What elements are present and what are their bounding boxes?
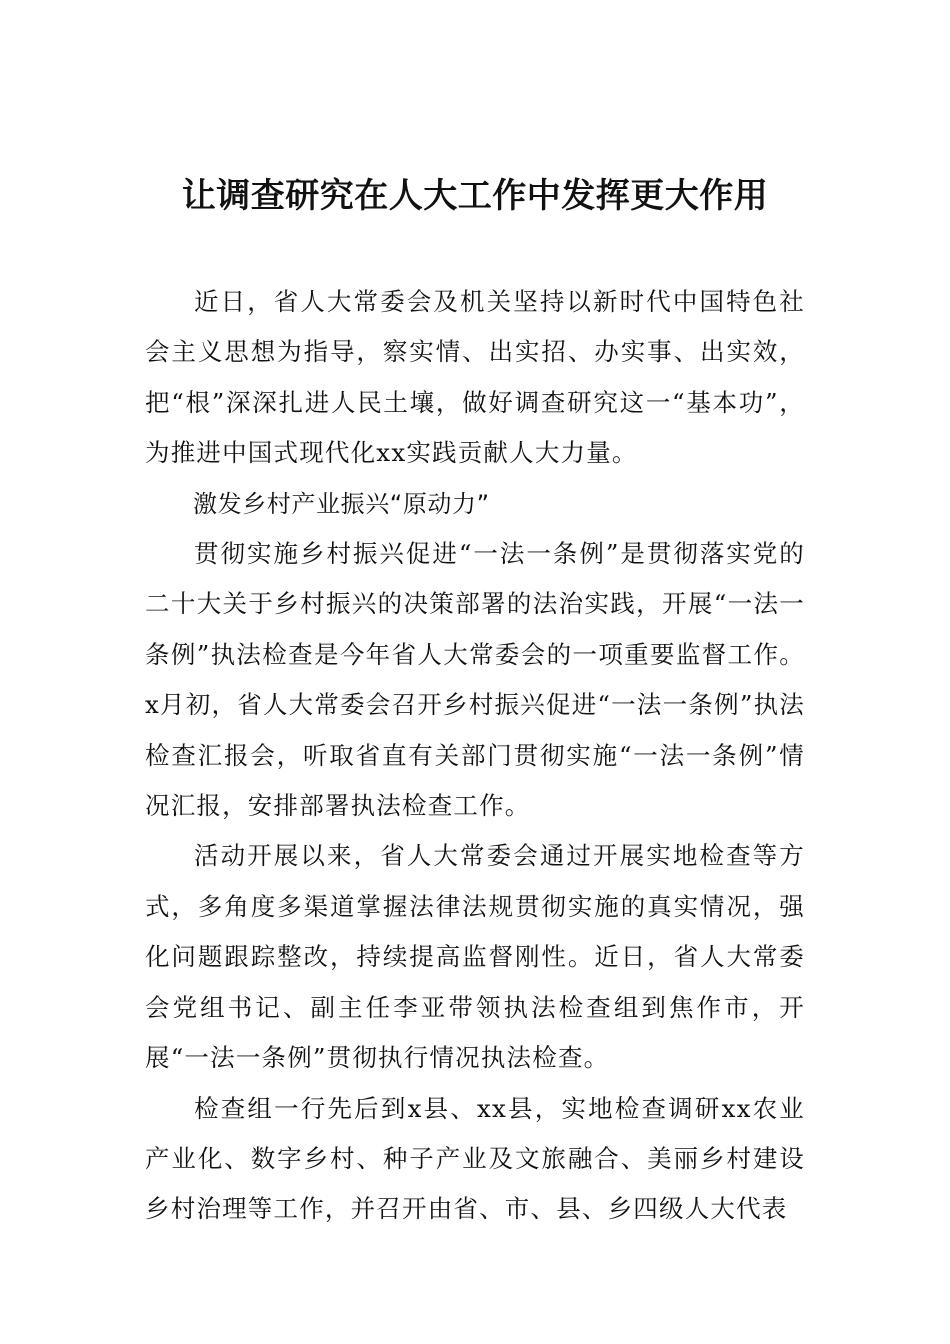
body-paragraph-1: 贯彻实施乡村振兴促进“一法一条例”是贯彻落实党的二十大关于乡村振兴的决策部署的法治实践，开展“一法一条例”执法检查是今年省人大常委会的一项重要监督工作。x月初，省人大常委会召开乡村振兴促进“一法一条例”执法检查汇报会，听取省直有关部门贯彻实施“一法一条例”情况汇报，安排部署执法检查工作。 [145,539,805,821]
section-heading: 激发乡村产业振兴“原动力” [193,489,490,518]
document-body [145,277,805,1235]
document-title: 让调查研究在人大工作中发挥更大作用 [181,176,769,216]
body-paragraph-2: 活动开展以来，省人大常委会通过开展实地检查等方式，多角度多渠道掌握法律法规贯彻实施的真实情况，强化问题跟踪整改，持续提高监督刚性。近日，省人大常委会党组书记、副主任李亚带领执法检查组到焦作市，开展“一法一条例”贯彻执行情况执法检查。 [145,841,805,1073]
body-paragraph-3: 检查组一行先后到x县、xx县，实地检查调研xx农业产业化、数字乡村、种子产业及文旅融合、美丽乡村建设乡村治理等工作，并召开由省、市、县、乡四级人大代表 [145,1093,805,1224]
intro-paragraph: 近日，省人大常委会及机关坚持以新时代中国特色社会主义思想为指导，察实情、出实招、办实事、出实效，把“根”深深扎进人民土壤，做好调查研究这一“基本功”，为推进中国式现代化xx实践贡献人大力量。 [145,287,805,468]
